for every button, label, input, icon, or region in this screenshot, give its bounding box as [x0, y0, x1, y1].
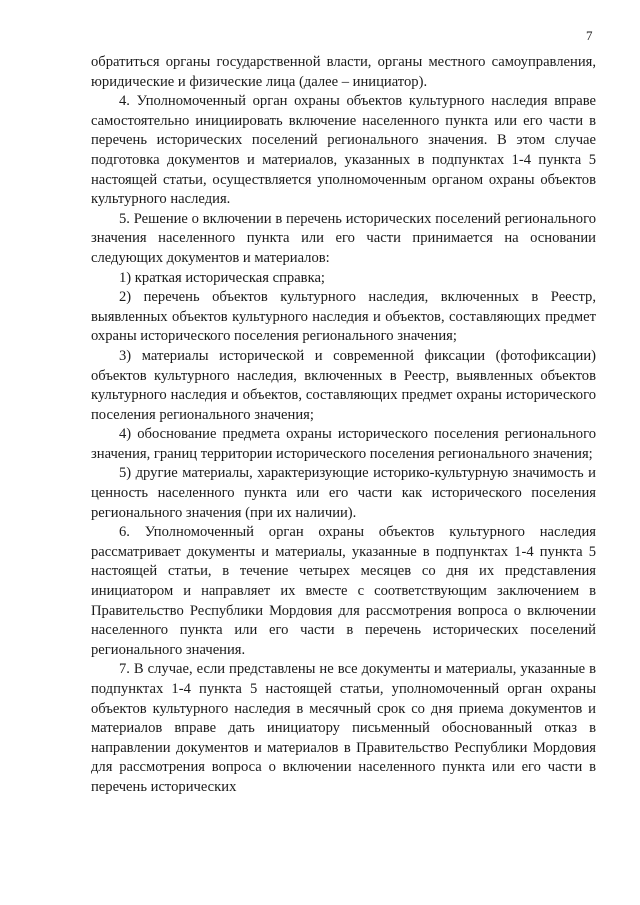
paragraph-item-5: 5. Решение о включении в перечень исторических поселений регионального значения населенного пункта или его части принимается на основании следующих документов и материалов: — [91, 210, 596, 266]
subitem-5: 5) другие материалы, характеризующие историко-культурную значимость и ценность населенного пункта или его части как исторического поселения регионального значения (при их наличии). — [91, 465, 596, 521]
document-body — [91, 53, 596, 798]
paragraph-item-4: 4. Уполномоченный орган охраны объектов культурного наследия вправе самостоятельно инициировать включение населенного пункта или его части в перечень исторических поселений регионального значения. В этом случае подготовка документов и материалов, указанных в подпунктах 1-4 пункта 5 настоящей статьи, осуществляется уполномоченным органом охраны объектов культурного наследия. — [91, 93, 596, 208]
page-number: 7 — [586, 28, 593, 43]
subitem-1: 1) краткая историческая справка; — [119, 269, 325, 286]
paragraph-continuation: обратиться органы государственной власти, органы местного самоуправления, юридические и физические лица (далее – инициатор). — [91, 54, 596, 90]
paragraph-item-6: 6. Уполномоченный орган охраны объектов культурного наследия рассматривает документы и материалы, указанные в подпунктах 1-4 пункта 5 настоящей статьи, в течение четырех месяцев со дня их представления инициатором и направляет их вместе с соответствующим заключением в Правительство Республики Мордовия для рассмотрения вопроса о включении населенного пункта или его части в перечень исторических поселений регионального значения. — [91, 524, 596, 658]
subitem-3: 3) материалы исторической и современной фиксации (фотофиксации) объектов культурного наследия, включенных в Реестр, выявленных объектов культурного наследия и объектов, составляющих предмет охраны исторического поселения регионального значения; — [91, 347, 596, 423]
subitem-4: 4) обоснование предмета охраны исторического поселения регионального значения, границ территории исторического поселения регионального значения; — [91, 426, 596, 462]
subitem-2: 2) перечень объектов культурного наследия, включенных в Реестр, выявленных объектов культурного наследия и объектов, составляющих предмет охраны исторического поселения регионального значения; — [91, 289, 596, 345]
paragraph-item-7: 7. В случае, если представлены не все документы и материалы, указанные в подпунктах 1-4 пункта 5 настоящей статьи, уполномоченный орган охраны объектов культурного наследия в месячный срок со дня приема документов и материалов вправе дать инициатору письменный обоснованный отказ в направлении документов и материалов в Правительство Республики Мордовия для рассмотрения вопроса о включении населенного пункта или его части в перечень исторических — [91, 661, 596, 795]
